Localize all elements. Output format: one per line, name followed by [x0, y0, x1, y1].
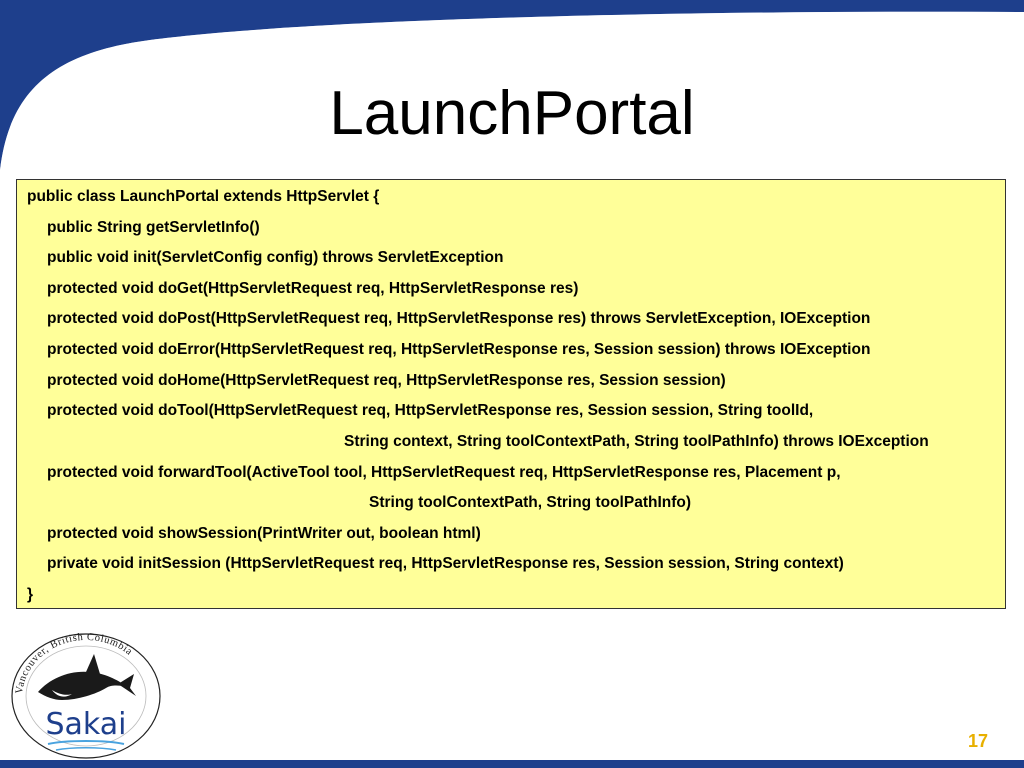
- logo-wordmark: Sakai: [45, 707, 127, 742]
- slide-title: LaunchPortal: [329, 79, 695, 148]
- code-line: protected void doGet(HttpServletRequest req, HttpServletResponse res): [47, 280, 579, 297]
- code-line: public void init(ServletConfig config) throws ServletException: [47, 249, 504, 266]
- code-line: }: [27, 586, 34, 603]
- page-number: 17: [968, 731, 989, 751]
- code-line: String context, String toolContextPath, String toolPathInfo) throws IOException: [344, 433, 929, 450]
- code-line: public class LaunchPortal extends HttpServlet {: [27, 188, 380, 205]
- code-line: private void initSession (HttpServletRequest req, HttpServletResponse res, Session session, String context): [47, 555, 844, 572]
- code-line: protected void doHome(HttpServletRequest req, HttpServletResponse res, Session session): [47, 372, 726, 389]
- code-listing: [16, 179, 1006, 609]
- code-line: protected void doPost(HttpServletRequest req, HttpServletResponse res) throws ServletException, IOException: [47, 310, 871, 327]
- code-line: public String getServletInfo(): [47, 219, 260, 236]
- logo-arc-text: Vancouver, British Columbia: [14, 631, 135, 695]
- code-line: protected void showSession(PrintWriter out, boolean html): [47, 525, 481, 542]
- code-line: protected void doTool(HttpServletRequest req, HttpServletResponse res, Session session, String toolId,: [47, 402, 814, 419]
- code-line: protected void doError(HttpServletRequest req, HttpServletResponse res, Session session) throws IOException: [47, 341, 871, 358]
- sakai-vancouver-logo: [8, 630, 164, 760]
- code-line: String toolContextPath, String toolPathInfo): [369, 494, 692, 511]
- code-line: protected void forwardTool(ActiveTool tool, HttpServletRequest req, HttpServletResponse res, Placement p,: [47, 464, 841, 481]
